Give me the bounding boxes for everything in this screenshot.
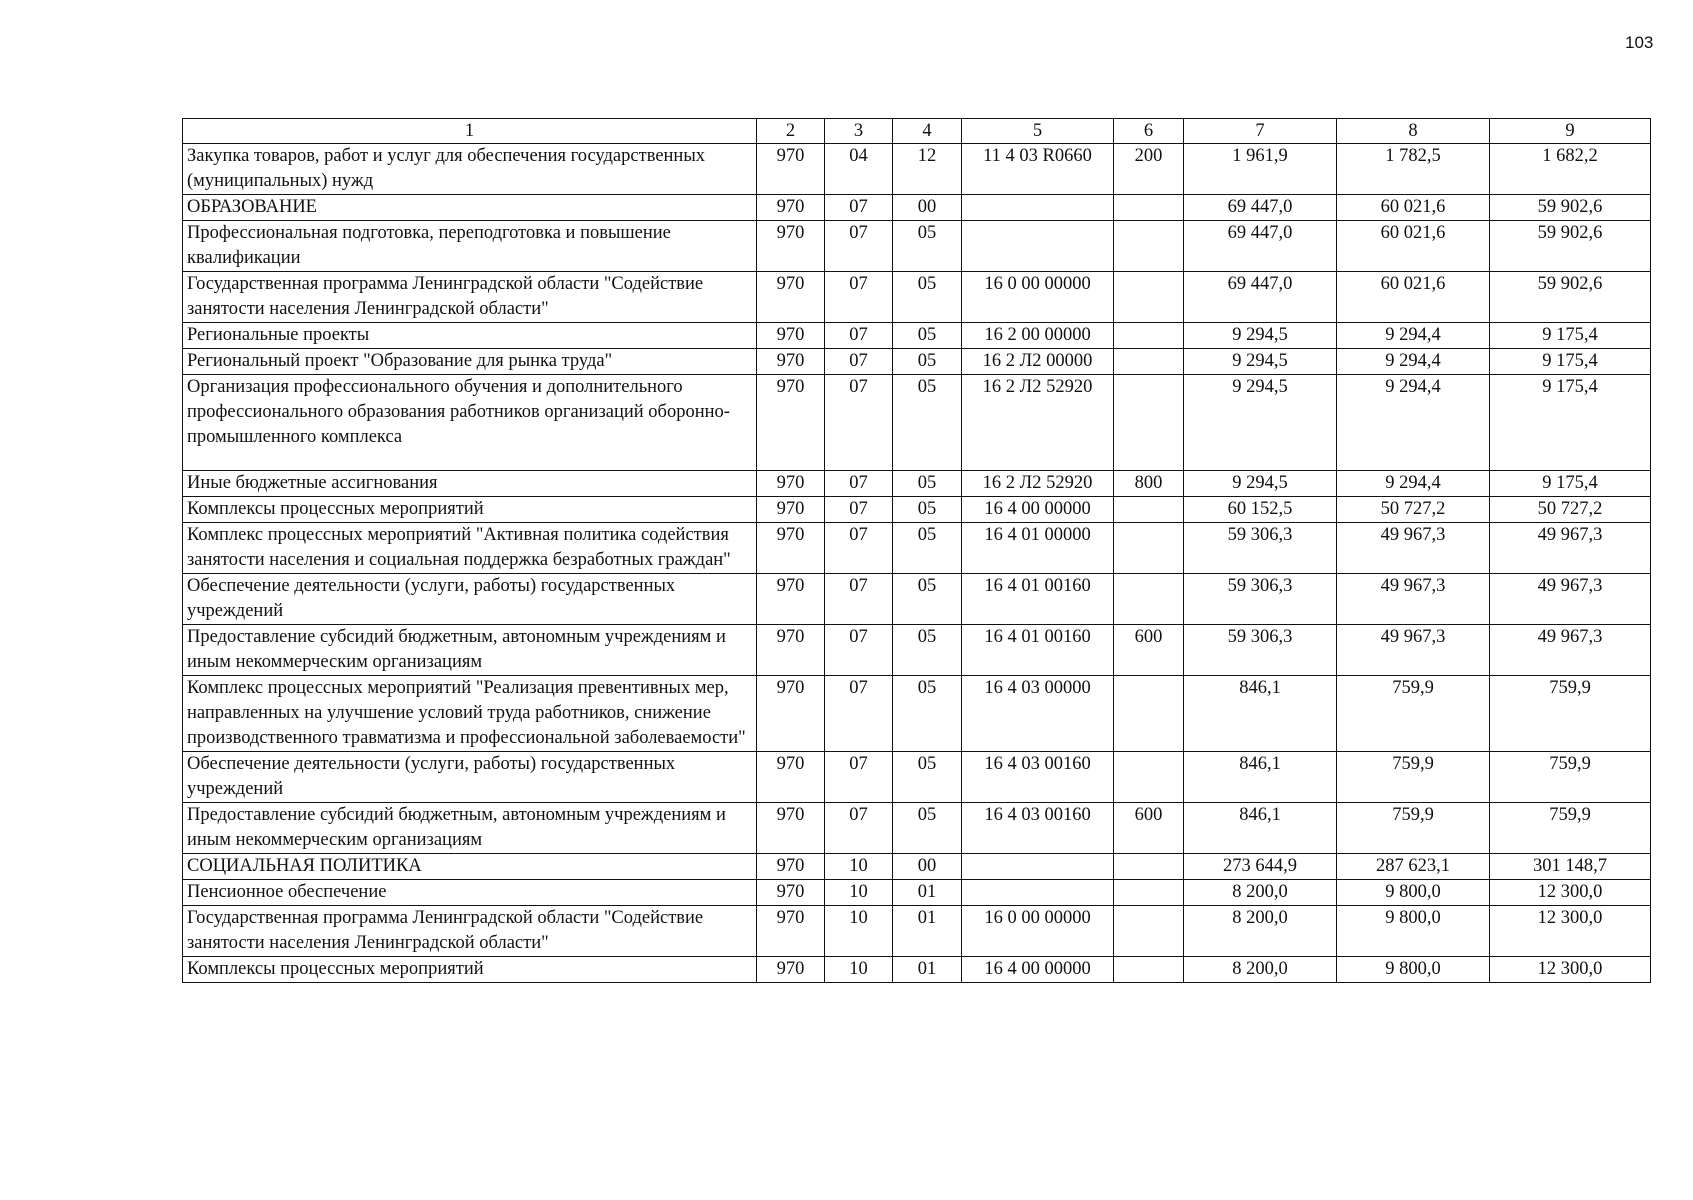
row-name: Государственная программа Ленинградской области "Содействие занятости населения Ленинградской области" [183,272,757,323]
row-col-7: 69 447,0 [1184,195,1337,221]
header-row [183,119,1651,144]
row-col-7: 9 294,5 [1184,375,1337,471]
row-name: СОЦИАЛЬНАЯ ПОЛИТИКА [183,854,757,880]
row-name: Закупка товаров, работ и услуг для обеспечения государственных (муниципальных) нужд [183,144,757,195]
row-col-6 [1114,375,1184,471]
row-name: Предоставление субсидий бюджетным, автономным учреждениям и иным некоммерческим организациям [183,625,757,676]
row-col-6: 200 [1114,144,1184,195]
row-col-6 [1114,574,1184,625]
row-col-4: 12 [893,144,962,195]
row-col-3: 07 [825,349,893,375]
row-col-8: 9 800,0 [1337,880,1490,906]
row-col-2: 970 [757,523,825,574]
table-row [183,375,1651,471]
row-col-5: 16 2 Л2 52920 [962,471,1114,497]
table-row [183,676,1651,752]
row-col-2: 970 [757,375,825,471]
header-col-6: 6 [1114,119,1184,144]
row-col-8: 9 800,0 [1337,957,1490,983]
header-col-9: 9 [1490,119,1651,144]
row-col-5 [962,195,1114,221]
row-col-3: 10 [825,880,893,906]
row-col-5: 16 4 01 00000 [962,523,1114,574]
row-col-7: 59 306,3 [1184,523,1337,574]
row-col-4: 05 [893,574,962,625]
header-col-8: 8 [1337,119,1490,144]
row-col-2: 970 [757,625,825,676]
row-col-8: 9 294,4 [1337,323,1490,349]
row-col-9: 9 175,4 [1490,323,1651,349]
row-col-2: 970 [757,906,825,957]
table-row [183,221,1651,272]
row-col-3: 07 [825,676,893,752]
row-col-3: 07 [825,195,893,221]
row-col-9: 49 967,3 [1490,574,1651,625]
row-col-9: 9 175,4 [1490,375,1651,471]
row-col-3: 07 [825,803,893,854]
row-col-3: 07 [825,221,893,272]
table-row [183,906,1651,957]
row-name: ОБРАЗОВАНИЕ [183,195,757,221]
row-col-4: 05 [893,523,962,574]
row-col-5: 11 4 03 R0660 [962,144,1114,195]
row-col-8: 60 021,6 [1337,272,1490,323]
row-col-3: 10 [825,906,893,957]
header-col-1: 1 [183,119,757,144]
row-col-6 [1114,221,1184,272]
table-row [183,752,1651,803]
row-col-3: 07 [825,752,893,803]
row-col-7: 846,1 [1184,752,1337,803]
row-col-3: 07 [825,523,893,574]
row-col-8: 9 294,4 [1337,349,1490,375]
row-name: Пенсионное обеспечение [183,880,757,906]
row-col-2: 970 [757,323,825,349]
row-col-8: 1 782,5 [1337,144,1490,195]
row-col-6: 800 [1114,471,1184,497]
row-col-8: 49 967,3 [1337,523,1490,574]
row-col-3: 07 [825,471,893,497]
row-name: Комплексы процессных мероприятий [183,497,757,523]
row-col-4: 05 [893,272,962,323]
row-col-3: 10 [825,957,893,983]
row-col-4: 05 [893,323,962,349]
table-row [183,144,1651,195]
row-col-6 [1114,906,1184,957]
row-col-7: 9 294,5 [1184,349,1337,375]
row-col-3: 07 [825,497,893,523]
row-col-5 [962,221,1114,272]
row-col-8: 49 967,3 [1337,625,1490,676]
row-col-5 [962,880,1114,906]
row-col-9: 50 727,2 [1490,497,1651,523]
row-col-3: 07 [825,574,893,625]
row-col-4: 05 [893,221,962,272]
row-col-7: 69 447,0 [1184,221,1337,272]
row-col-2: 970 [757,497,825,523]
row-col-6 [1114,957,1184,983]
table-row [183,880,1651,906]
row-col-3: 07 [825,375,893,471]
row-col-5: 16 4 03 00160 [962,803,1114,854]
row-col-5: 16 4 00 00000 [962,497,1114,523]
row-name: Предоставление субсидий бюджетным, автономным учреждениям и иным некоммерческим организациям [183,803,757,854]
row-name: Региональный проект "Образование для рынка труда" [183,349,757,375]
row-col-6 [1114,497,1184,523]
row-col-8: 759,9 [1337,676,1490,752]
table-row [183,497,1651,523]
row-col-5: 16 2 00 00000 [962,323,1114,349]
row-col-5: 16 2 Л2 00000 [962,349,1114,375]
table-row [183,957,1651,983]
row-name: Комплексы процессных мероприятий [183,957,757,983]
page-number: 103 [1625,33,1654,52]
row-col-6 [1114,323,1184,349]
row-col-9: 12 300,0 [1490,880,1651,906]
row-col-9: 59 902,6 [1490,195,1651,221]
row-col-9: 59 902,6 [1490,221,1651,272]
table-row [183,195,1651,221]
row-col-7: 9 294,5 [1184,471,1337,497]
row-col-7: 273 644,9 [1184,854,1337,880]
row-col-7: 59 306,3 [1184,574,1337,625]
row-col-2: 970 [757,676,825,752]
table-row [183,574,1651,625]
row-col-9: 9 175,4 [1490,471,1651,497]
row-col-4: 05 [893,625,962,676]
row-col-5: 16 4 03 00000 [962,676,1114,752]
row-name: Региональные проекты [183,323,757,349]
row-col-9: 49 967,3 [1490,625,1651,676]
row-col-9: 59 902,6 [1490,272,1651,323]
row-name: Комплекс процессных мероприятий "Реализация превентивных мер, направленных на улучшение условий труда работников, снижение производственного травматизма и профессиональной заболеваемости" [183,676,757,752]
row-col-5: 16 0 00 00000 [962,906,1114,957]
table-row [183,523,1651,574]
row-col-3: 04 [825,144,893,195]
row-col-8: 287 623,1 [1337,854,1490,880]
row-col-8: 9 294,4 [1337,375,1490,471]
row-col-4: 05 [893,349,962,375]
row-col-2: 970 [757,471,825,497]
row-col-9: 759,9 [1490,752,1651,803]
table-row [183,803,1651,854]
row-name: Комплекс процессных мероприятий "Активная политика содействия занятости населения и социальная поддержка безработных граждан" [183,523,757,574]
row-col-4: 05 [893,375,962,471]
table-row [183,323,1651,349]
row-col-9: 759,9 [1490,803,1651,854]
row-col-4: 05 [893,676,962,752]
row-col-4: 01 [893,906,962,957]
row-col-5: 16 0 00 00000 [962,272,1114,323]
row-col-8: 50 727,2 [1337,497,1490,523]
budget-table [182,118,1651,983]
row-col-4: 05 [893,752,962,803]
row-col-2: 970 [757,349,825,375]
row-col-2: 970 [757,752,825,803]
row-col-9: 9 175,4 [1490,349,1651,375]
row-col-5: 16 4 01 00160 [962,574,1114,625]
row-col-5: 16 4 03 00160 [962,752,1114,803]
row-col-4: 01 [893,880,962,906]
row-col-8: 9 294,4 [1337,471,1490,497]
row-col-5: 16 4 01 00160 [962,625,1114,676]
table-row [183,471,1651,497]
row-col-9: 301 148,7 [1490,854,1651,880]
row-col-6 [1114,854,1184,880]
row-col-8: 49 967,3 [1337,574,1490,625]
row-col-6: 600 [1114,803,1184,854]
row-name: Профессиональная подготовка, переподготовка и повышение квалификации [183,221,757,272]
row-col-6 [1114,752,1184,803]
row-col-4: 05 [893,803,962,854]
row-col-7: 8 200,0 [1184,906,1337,957]
row-col-7: 1 961,9 [1184,144,1337,195]
header-col-5: 5 [962,119,1114,144]
row-col-9: 12 300,0 [1490,957,1651,983]
row-name: Государственная программа Ленинградской области "Содействие занятости населения Ленинградской области" [183,906,757,957]
row-col-8: 9 800,0 [1337,906,1490,957]
row-col-4: 05 [893,471,962,497]
row-name: Обеспечение деятельности (услуги, работы) государственных учреждений [183,574,757,625]
row-col-7: 8 200,0 [1184,957,1337,983]
row-col-8: 759,9 [1337,803,1490,854]
row-col-7: 60 152,5 [1184,497,1337,523]
row-col-2: 970 [757,803,825,854]
row-col-2: 970 [757,272,825,323]
row-col-7: 59 306,3 [1184,625,1337,676]
row-col-6 [1114,880,1184,906]
row-name: Иные бюджетные ассигнования [183,471,757,497]
row-col-8: 759,9 [1337,752,1490,803]
row-col-5 [962,854,1114,880]
row-col-3: 07 [825,323,893,349]
row-col-8: 60 021,6 [1337,195,1490,221]
row-col-8: 60 021,6 [1337,221,1490,272]
table-row [183,625,1651,676]
row-col-7: 846,1 [1184,676,1337,752]
row-col-2: 970 [757,880,825,906]
row-col-9: 12 300,0 [1490,906,1651,957]
header-col-7: 7 [1184,119,1337,144]
row-col-4: 00 [893,854,962,880]
row-col-2: 970 [757,957,825,983]
row-col-3: 07 [825,272,893,323]
row-col-4: 01 [893,957,962,983]
row-col-2: 970 [757,195,825,221]
row-col-5: 16 2 Л2 52920 [962,375,1114,471]
row-col-3: 07 [825,625,893,676]
row-col-7: 9 294,5 [1184,323,1337,349]
row-col-6 [1114,195,1184,221]
row-col-2: 970 [757,221,825,272]
row-name: Обеспечение деятельности (услуги, работы) государственных учреждений [183,752,757,803]
row-col-5: 16 4 00 00000 [962,957,1114,983]
row-col-6 [1114,676,1184,752]
row-col-2: 970 [757,854,825,880]
row-col-7: 846,1 [1184,803,1337,854]
row-col-2: 970 [757,144,825,195]
header-col-2: 2 [757,119,825,144]
row-col-6 [1114,349,1184,375]
row-name: Организация профессионального обучения и дополнительного профессионального образования работников организаций оборонно-промышленного комплекса [183,375,757,471]
header-col-4: 4 [893,119,962,144]
row-col-7: 69 447,0 [1184,272,1337,323]
row-col-4: 05 [893,497,962,523]
row-col-3: 10 [825,854,893,880]
table-row [183,349,1651,375]
row-col-9: 1 682,2 [1490,144,1651,195]
table-row [183,272,1651,323]
row-col-6 [1114,272,1184,323]
row-col-6 [1114,523,1184,574]
row-col-4: 00 [893,195,962,221]
row-col-2: 970 [757,574,825,625]
header-col-3: 3 [825,119,893,144]
row-col-6: 600 [1114,625,1184,676]
row-col-9: 49 967,3 [1490,523,1651,574]
table-row [183,854,1651,880]
row-col-9: 759,9 [1490,676,1651,752]
row-col-7: 8 200,0 [1184,880,1337,906]
